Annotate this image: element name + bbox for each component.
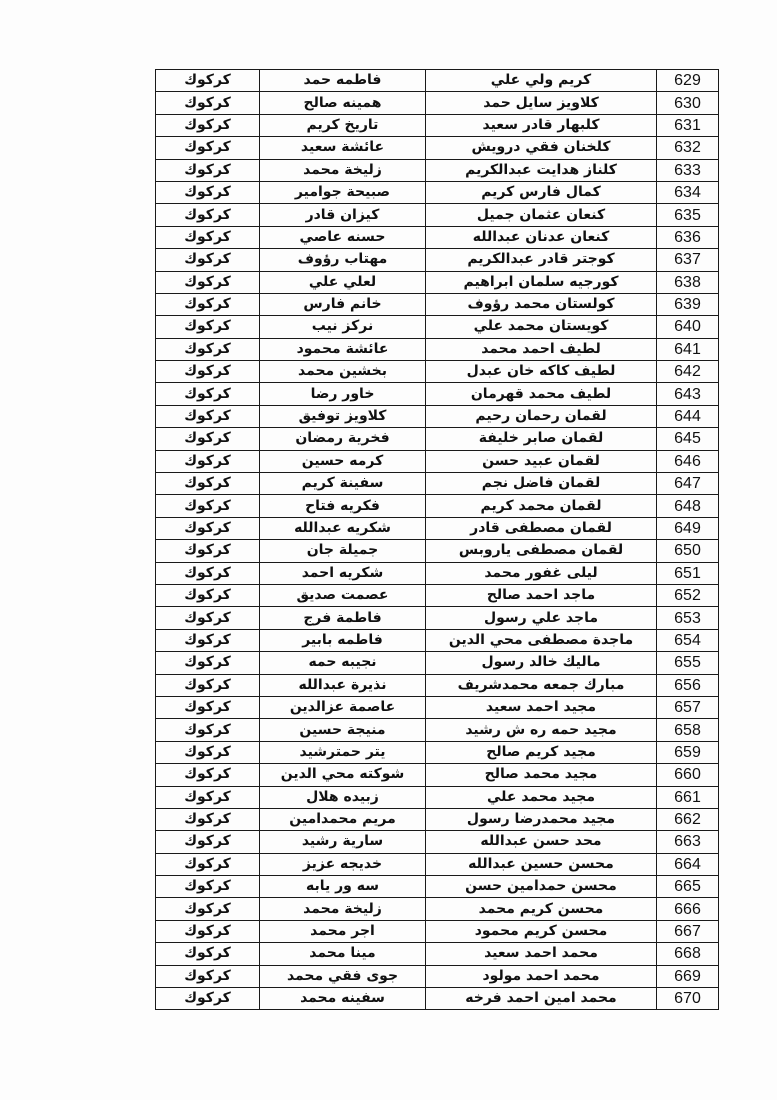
- city-cell: كركوك: [156, 540, 260, 562]
- table-row: [156, 876, 719, 898]
- row-number-cell: 662: [657, 808, 719, 830]
- table-row: [156, 293, 719, 315]
- mother-name-cell: كلاويز توفيق: [260, 405, 426, 427]
- table-row: [156, 181, 719, 203]
- row-number-cell: 646: [657, 450, 719, 472]
- city-cell: كركوك: [156, 450, 260, 472]
- table-row: [156, 338, 719, 360]
- table-row: [156, 450, 719, 472]
- table-row: [156, 405, 719, 427]
- row-number-cell: 644: [657, 405, 719, 427]
- table-row: [156, 361, 719, 383]
- table-row: [156, 988, 719, 1010]
- row-number-cell: 655: [657, 652, 719, 674]
- row-number-cell: 661: [657, 786, 719, 808]
- full-name-cell: لطيف محمد قهرمان: [426, 383, 657, 405]
- row-number-cell: 652: [657, 584, 719, 606]
- mother-name-cell: اجر محمد: [260, 920, 426, 942]
- row-number-cell: 669: [657, 965, 719, 987]
- full-name-cell: محمد احمد مولود: [426, 965, 657, 987]
- mother-name-cell: سه ور يابه: [260, 876, 426, 898]
- table-row: [156, 786, 719, 808]
- city-cell: كركوك: [156, 876, 260, 898]
- row-number-cell: 630: [657, 92, 719, 114]
- city-cell: كركوك: [156, 361, 260, 383]
- full-name-cell: كمال فارس كريم: [426, 181, 657, 203]
- row-number-cell: 658: [657, 719, 719, 741]
- mother-name-cell: فاطمه حمد: [260, 70, 426, 92]
- row-number-cell: 648: [657, 495, 719, 517]
- row-number-cell: 656: [657, 674, 719, 696]
- city-cell: كركوك: [156, 70, 260, 92]
- table-row: [156, 249, 719, 271]
- full-name-cell: محسن كريم محمد: [426, 898, 657, 920]
- table-row: [156, 473, 719, 495]
- row-number-cell: 629: [657, 70, 719, 92]
- city-cell: كركوك: [156, 473, 260, 495]
- city-cell: كركوك: [156, 898, 260, 920]
- row-number-cell: 665: [657, 876, 719, 898]
- table-row: [156, 607, 719, 629]
- full-name-cell: لقمان صابر خليفة: [426, 428, 657, 450]
- mother-name-cell: فخرية رمضان: [260, 428, 426, 450]
- row-number-cell: 657: [657, 696, 719, 718]
- table-row: [156, 383, 719, 405]
- city-cell: كركوك: [156, 495, 260, 517]
- full-name-cell: مجيد محمدرضا رسول: [426, 808, 657, 830]
- city-cell: كركوك: [156, 181, 260, 203]
- mother-name-cell: سفينه محمد: [260, 988, 426, 1010]
- row-number-cell: 660: [657, 764, 719, 786]
- table-row: [156, 943, 719, 965]
- full-name-cell: لقمان محمد كريم: [426, 495, 657, 517]
- full-name-cell: كلخنان فقي درويش: [426, 137, 657, 159]
- mother-name-cell: خاور رضا: [260, 383, 426, 405]
- table-row: [156, 652, 719, 674]
- city-cell: كركوك: [156, 271, 260, 293]
- mother-name-cell: صبيحة جوامير: [260, 181, 426, 203]
- full-name-cell: كريم ولي علي: [426, 70, 657, 92]
- city-cell: كركوك: [156, 584, 260, 606]
- table-row: [156, 92, 719, 114]
- table-row: [156, 584, 719, 606]
- full-name-cell: كوجتر قادر عبدالكريم: [426, 249, 657, 271]
- row-number-cell: 667: [657, 920, 719, 942]
- city-cell: كركوك: [156, 383, 260, 405]
- full-name-cell: لقمان مصطفى قادر: [426, 517, 657, 539]
- row-number-cell: 649: [657, 517, 719, 539]
- full-name-cell: لقمان فاضل نجم: [426, 473, 657, 495]
- full-name-cell: ليلى غفور محمد: [426, 562, 657, 584]
- row-number-cell: 638: [657, 271, 719, 293]
- full-name-cell: محسن حمدامين حسن: [426, 876, 657, 898]
- table-row: [156, 517, 719, 539]
- row-number-cell: 631: [657, 114, 719, 136]
- full-name-cell: مجيد كريم صالح: [426, 741, 657, 763]
- row-number-cell: 632: [657, 137, 719, 159]
- mother-name-cell: كيزان قادر: [260, 204, 426, 226]
- table-row: [156, 137, 719, 159]
- row-number-cell: 647: [657, 473, 719, 495]
- city-cell: كركوك: [156, 808, 260, 830]
- row-number-cell: 640: [657, 316, 719, 338]
- full-name-cell: محمد امين احمد فرخه: [426, 988, 657, 1010]
- mother-name-cell: خديجه عزيز: [260, 853, 426, 875]
- row-number-cell: 670: [657, 988, 719, 1010]
- mother-name-cell: حسنه عاصي: [260, 226, 426, 248]
- full-name-cell: مبارك جمعه محمدشريف: [426, 674, 657, 696]
- mother-name-cell: عائشة محمود: [260, 338, 426, 360]
- table-row: [156, 898, 719, 920]
- full-name-cell: كنعان عدنان عبدالله: [426, 226, 657, 248]
- full-name-cell: محمد احمد سعيد: [426, 943, 657, 965]
- mother-name-cell: كرمه حسين: [260, 450, 426, 472]
- city-cell: كركوك: [156, 226, 260, 248]
- city-cell: كركوك: [156, 674, 260, 696]
- mother-name-cell: شكريه احمد: [260, 562, 426, 584]
- full-name-cell: كولستان محمد رؤوف: [426, 293, 657, 315]
- city-cell: كركوك: [156, 764, 260, 786]
- city-cell: كركوك: [156, 965, 260, 987]
- row-number-cell: 653: [657, 607, 719, 629]
- full-name-cell: ماليك خالد رسول: [426, 652, 657, 674]
- row-number-cell: 641: [657, 338, 719, 360]
- table-row: [156, 853, 719, 875]
- full-name-cell: لقمان مصطفى ياروبس: [426, 540, 657, 562]
- mother-name-cell: خانم فارس: [260, 293, 426, 315]
- mother-name-cell: يتر حمترشيد: [260, 741, 426, 763]
- mother-name-cell: نذيرة عبدالله: [260, 674, 426, 696]
- city-cell: كركوك: [156, 831, 260, 853]
- city-cell: كركوك: [156, 428, 260, 450]
- city-cell: كركوك: [156, 607, 260, 629]
- table-row: [156, 495, 719, 517]
- table-row: [156, 764, 719, 786]
- table-row: [156, 920, 719, 942]
- full-name-cell: محسن حسين عبدالله: [426, 853, 657, 875]
- full-name-cell: لطيف كاكه خان عبدل: [426, 361, 657, 383]
- city-cell: كركوك: [156, 696, 260, 718]
- names-table: [155, 69, 719, 1010]
- city-cell: كركوك: [156, 920, 260, 942]
- table-row: [156, 428, 719, 450]
- mother-name-cell: فاطمة فرج: [260, 607, 426, 629]
- table-row: [156, 159, 719, 181]
- table-row: [156, 965, 719, 987]
- full-name-cell: كويستان محمد علي: [426, 316, 657, 338]
- mother-name-cell: زبيده هلال: [260, 786, 426, 808]
- row-number-cell: 659: [657, 741, 719, 763]
- mother-name-cell: مينا محمد: [260, 943, 426, 965]
- city-cell: كركوك: [156, 338, 260, 360]
- full-name-cell: مجيد احمد سعيد: [426, 696, 657, 718]
- full-name-cell: كلبهار قادر سعيد: [426, 114, 657, 136]
- table-row: [156, 114, 719, 136]
- table-row: [156, 741, 719, 763]
- table-row: [156, 696, 719, 718]
- mother-name-cell: نركز نيب: [260, 316, 426, 338]
- city-cell: كركوك: [156, 719, 260, 741]
- table-row: [156, 204, 719, 226]
- city-cell: كركوك: [156, 988, 260, 1010]
- full-name-cell: محد حسن عبدالله: [426, 831, 657, 853]
- table-row: [156, 562, 719, 584]
- table-row: [156, 719, 719, 741]
- table-row: [156, 831, 719, 853]
- full-name-cell: لطيف احمد محمد: [426, 338, 657, 360]
- full-name-cell: مجيد محمد علي: [426, 786, 657, 808]
- table-row: [156, 226, 719, 248]
- mother-name-cell: فاطمه بابير: [260, 629, 426, 651]
- city-cell: كركوك: [156, 652, 260, 674]
- table-row: [156, 316, 719, 338]
- city-cell: كركوك: [156, 741, 260, 763]
- mother-name-cell: بخشين محمد: [260, 361, 426, 383]
- city-cell: كركوك: [156, 629, 260, 651]
- city-cell: كركوك: [156, 159, 260, 181]
- full-name-cell: مجيد محمد صالح: [426, 764, 657, 786]
- row-number-cell: 639: [657, 293, 719, 315]
- mother-name-cell: زليخة محمد: [260, 898, 426, 920]
- mother-name-cell: عائشة سعيد: [260, 137, 426, 159]
- city-cell: كركوك: [156, 293, 260, 315]
- row-number-cell: 637: [657, 249, 719, 271]
- full-name-cell: كلاويز سايل حمد: [426, 92, 657, 114]
- table-row: [156, 271, 719, 293]
- full-name-cell: ماجد علي رسول: [426, 607, 657, 629]
- mother-name-cell: فكريه فتاح: [260, 495, 426, 517]
- mother-name-cell: مهتاب رؤوف: [260, 249, 426, 271]
- mother-name-cell: زليخة محمد: [260, 159, 426, 181]
- mother-name-cell: جميلة جان: [260, 540, 426, 562]
- full-name-cell: كورجيه سلمان ابراهيم: [426, 271, 657, 293]
- table-row: [156, 70, 719, 92]
- mother-name-cell: نجيبه حمه: [260, 652, 426, 674]
- row-number-cell: 645: [657, 428, 719, 450]
- mother-name-cell: عصمت صديق: [260, 584, 426, 606]
- row-number-cell: 642: [657, 361, 719, 383]
- row-number-cell: 650: [657, 540, 719, 562]
- mother-name-cell: لعلي علي: [260, 271, 426, 293]
- full-name-cell: لقمان رحمان رحيم: [426, 405, 657, 427]
- row-number-cell: 651: [657, 562, 719, 584]
- full-name-cell: ماجد احمد صالح: [426, 584, 657, 606]
- full-name-cell: لقمان عبيد حسن: [426, 450, 657, 472]
- full-name-cell: ماجدة مصطفى محي الدين: [426, 629, 657, 651]
- city-cell: كركوك: [156, 943, 260, 965]
- full-name-cell: مجيد حمه ره ش رشيد: [426, 719, 657, 741]
- table-row: [156, 674, 719, 696]
- city-cell: كركوك: [156, 853, 260, 875]
- table-row: [156, 629, 719, 651]
- row-number-cell: 654: [657, 629, 719, 651]
- city-cell: كركوك: [156, 562, 260, 584]
- table-row: [156, 808, 719, 830]
- city-cell: كركوك: [156, 137, 260, 159]
- city-cell: كركوك: [156, 786, 260, 808]
- row-number-cell: 643: [657, 383, 719, 405]
- row-number-cell: 666: [657, 898, 719, 920]
- mother-name-cell: تاريخ كريم: [260, 114, 426, 136]
- row-number-cell: 664: [657, 853, 719, 875]
- row-number-cell: 636: [657, 226, 719, 248]
- mother-name-cell: منيجة حسين: [260, 719, 426, 741]
- city-cell: كركوك: [156, 249, 260, 271]
- full-name-cell: كنعان عثمان جميل: [426, 204, 657, 226]
- row-number-cell: 633: [657, 159, 719, 181]
- mother-name-cell: عاصمة عزالدين: [260, 696, 426, 718]
- city-cell: كركوك: [156, 316, 260, 338]
- mother-name-cell: شكريه عبدالله: [260, 517, 426, 539]
- city-cell: كركوك: [156, 114, 260, 136]
- full-name-cell: كلناز هدايت عبدالكريم: [426, 159, 657, 181]
- row-number-cell: 635: [657, 204, 719, 226]
- mother-name-cell: جوى فقي محمد: [260, 965, 426, 987]
- city-cell: كركوك: [156, 204, 260, 226]
- row-number-cell: 668: [657, 943, 719, 965]
- city-cell: كركوك: [156, 517, 260, 539]
- mother-name-cell: همينه صالح: [260, 92, 426, 114]
- city-cell: كركوك: [156, 405, 260, 427]
- mother-name-cell: شوكته محي الدين: [260, 764, 426, 786]
- full-name-cell: محسن كريم محمود: [426, 920, 657, 942]
- mother-name-cell: سارية رشيد: [260, 831, 426, 853]
- city-cell: كركوك: [156, 92, 260, 114]
- table-row: [156, 540, 719, 562]
- row-number-cell: 634: [657, 181, 719, 203]
- row-number-cell: 663: [657, 831, 719, 853]
- names-table-body: [156, 70, 719, 1010]
- mother-name-cell: سفينة كريم: [260, 473, 426, 495]
- mother-name-cell: مريم محمدامين: [260, 808, 426, 830]
